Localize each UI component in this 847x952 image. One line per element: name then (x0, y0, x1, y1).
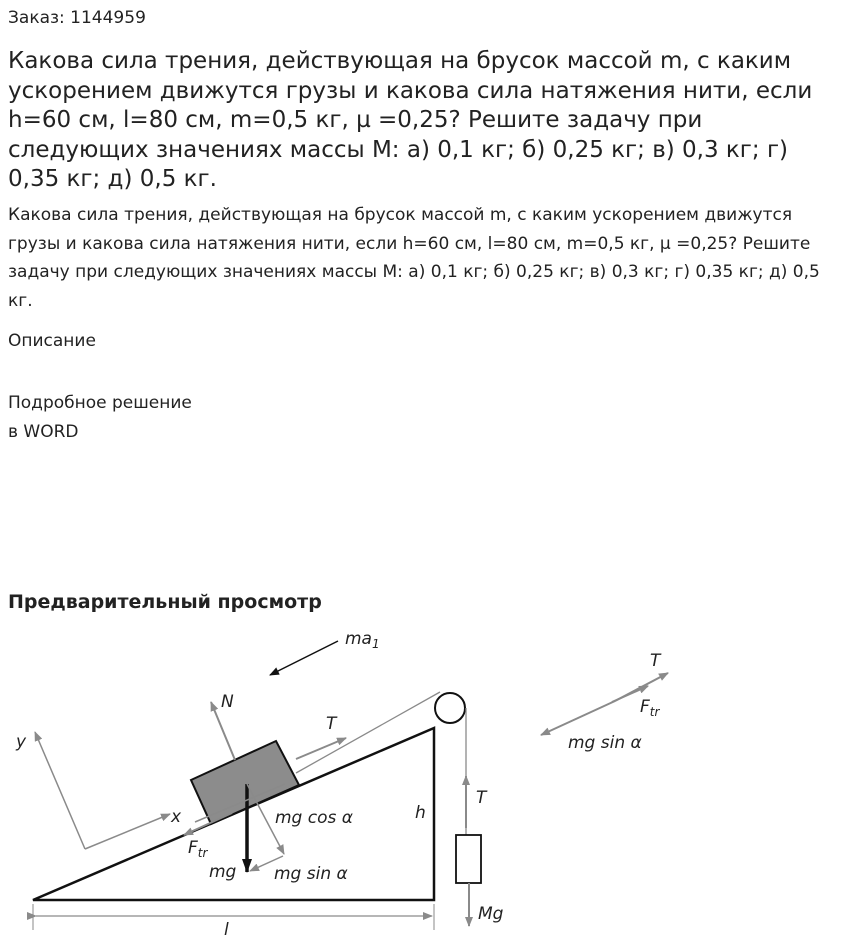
label-Ftr-right: $F_{tr}$ (640, 697, 660, 719)
order-number: Заказ: 1144959 (8, 8, 146, 28)
label-mg: mg (209, 862, 237, 882)
pulley (435, 693, 465, 723)
hanging-mass (456, 835, 481, 883)
label-mgsin-right: mg sin α (568, 733, 642, 753)
label-T-incline: T (326, 714, 337, 734)
axis-x (85, 814, 170, 849)
label-l: l (224, 920, 229, 940)
label-T-right: T (650, 651, 661, 671)
label-h: h (415, 803, 426, 823)
label-y: y (16, 732, 27, 752)
description-heading: Описание (8, 331, 96, 351)
label-ma: $ma_1$ (345, 629, 380, 651)
physics-diagram (0, 628, 847, 948)
acceleration-arrow (270, 641, 338, 675)
label-T-hanging: T (476, 788, 487, 808)
solution-note-line-1: Подробное решение (8, 393, 192, 413)
string-incline (296, 692, 440, 773)
page-title: Какова сила трения, действующая на брусок массой m, с каким ускорением движутся грузы и какова сила натяжения нити, если h=60 см, l=80 см, m=0,5 кг, µ =0,25? Решите задачу при следующих значениях массы M: а) 0,1 кг; б) 0,25 кг; в) 0,3 кг; г) 0,35 кг; д) 0,5 кг. (8, 48, 813, 192)
preview-heading: Предварительный просмотр (8, 591, 322, 613)
task-description: Какова сила трения, действующая на брусок массой m, с каким ускорением движутся грузы и какова сила натяжения нити, если h=60 см, l=80 см, m=0,5 кг, µ =0,25? Решите задачу при следующих значениях массы M: а) 0,1 кг; б) 0,25 кг; в) 0,3 кг; г) 0,35 кг; д) 0,5 кг. (8, 205, 820, 311)
label-mgcos: mg cos α (275, 808, 353, 828)
axis-y (35, 732, 85, 849)
label-mgsin: mg sin α (274, 864, 348, 884)
solution-note-line-2: в WORD (8, 422, 79, 442)
label-x: x (171, 807, 182, 827)
label-N: N (221, 692, 234, 712)
label-Ftr: $F_{tr}$ (188, 838, 208, 860)
label-Mg: Mg (478, 904, 504, 924)
side-mgsin-arrow (541, 701, 615, 735)
